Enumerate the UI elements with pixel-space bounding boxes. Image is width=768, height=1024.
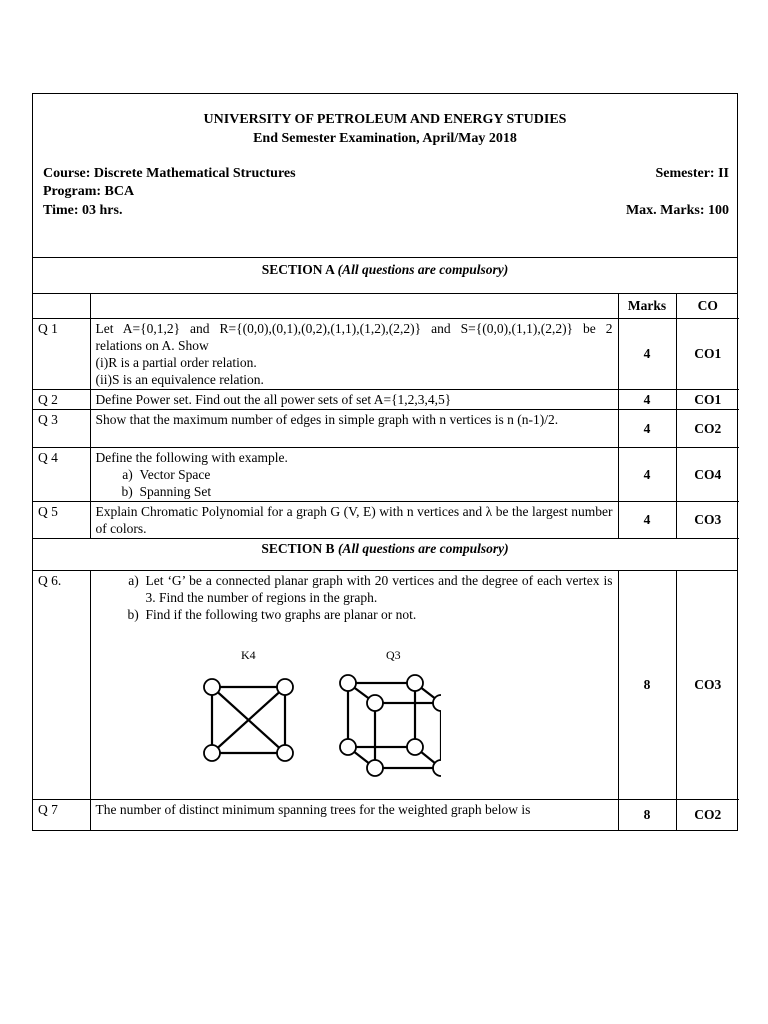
question-co: CO1 bbox=[676, 318, 739, 389]
section-b-title: SECTION B bbox=[261, 540, 338, 556]
question-row bbox=[33, 318, 739, 389]
question-marks: 4 bbox=[618, 389, 676, 409]
program: Program: BCA bbox=[43, 184, 135, 199]
question-marks: 8 bbox=[618, 571, 676, 800]
university-name: UNIVERSITY OF PETROLEUM AND ENERGY STUDIES bbox=[203, 112, 567, 127]
q3-graph bbox=[348, 683, 441, 768]
question-row bbox=[33, 447, 739, 501]
question-text: Define the following with example. a. Vector Space b. Spanning Set bbox=[90, 447, 618, 501]
question-number: Q 5 bbox=[33, 501, 90, 538]
question-number: Q 7 bbox=[33, 800, 90, 830]
co-header: CO bbox=[676, 294, 739, 318]
section-a-heading bbox=[33, 258, 737, 294]
exam-paper bbox=[32, 93, 738, 831]
question-marks: 4 bbox=[618, 409, 676, 447]
question-number: Q 6. bbox=[33, 571, 90, 800]
question-marks: 8 bbox=[618, 800, 676, 830]
course: Course: Discrete Mathematical Structures bbox=[43, 166, 296, 181]
question-marks: 4 bbox=[618, 447, 676, 501]
marks-header: Marks bbox=[618, 294, 676, 318]
time: Time: 03 hrs. bbox=[43, 203, 123, 218]
sub-question: a. Let ‘G’ be a connected planar graph with 20 vertices and the degree of each vertex is 3. Find the number of regions in the graph. bbox=[146, 572, 613, 606]
question-text bbox=[90, 571, 618, 800]
question-row bbox=[33, 389, 739, 409]
sub-question: b. Find if the following two graphs are planar or not. bbox=[146, 606, 613, 623]
max-marks: Max. Marks: 100 bbox=[625, 203, 729, 218]
question-row bbox=[33, 800, 739, 830]
section-a-table bbox=[33, 294, 739, 539]
sub-question: a. Vector Space bbox=[140, 466, 613, 483]
question-row bbox=[33, 571, 739, 800]
exam-title: End Semester Examination, April/May 2018 bbox=[253, 131, 517, 146]
question-co: CO4 bbox=[676, 447, 739, 501]
question-co: CO3 bbox=[676, 571, 739, 800]
question-marks: 4 bbox=[618, 318, 676, 389]
question-co: CO3 bbox=[676, 501, 739, 538]
question-row bbox=[33, 409, 739, 447]
question-number: Q 2 bbox=[33, 389, 90, 409]
question-row bbox=[33, 501, 739, 538]
question-text: Let A={0,1,2} and R={(0,0),(0,1),(0,2),(1,1),(1,2),(2,2)} and S={(0,0),(1,1),(2,2)} be 2 relations on A. Show (i)R is a partial order relation. (ii)S is an equivalence relation. bbox=[90, 318, 618, 389]
graph-figures bbox=[141, 641, 441, 791]
semester: Semester: II bbox=[655, 166, 729, 181]
section-b-heading bbox=[33, 539, 737, 571]
question-co: CO1 bbox=[676, 389, 739, 409]
question-co: CO2 bbox=[676, 409, 739, 447]
section-b-table bbox=[33, 571, 739, 830]
q3-label: Q3 bbox=[385, 647, 401, 662]
section-b-note: (All questions are compulsory) bbox=[337, 540, 509, 556]
question-text: The number of distinct minimum spanning trees for the weighted graph below is bbox=[90, 800, 618, 830]
k4-label: K4 bbox=[240, 647, 256, 662]
question-text: Explain Chromatic Polynomial for a graph G (V, E) with n vertices and λ be the largest number of colors. bbox=[90, 501, 618, 538]
column-header-row bbox=[33, 294, 739, 318]
sub-question-list bbox=[96, 466, 613, 500]
question-text: Define Power set. Find out the all power sets of set A={1,2,3,4,5} bbox=[90, 389, 618, 409]
paper-header bbox=[33, 94, 737, 258]
sub-question-list bbox=[96, 572, 613, 623]
sub-question: b. Spanning Set bbox=[140, 483, 613, 500]
question-number: Q 3 bbox=[33, 409, 90, 447]
section-a-note: (All questions are compulsory) bbox=[337, 262, 509, 277]
question-marks: 4 bbox=[618, 501, 676, 538]
question-co: CO2 bbox=[676, 800, 739, 830]
k4-graph bbox=[212, 687, 285, 753]
question-number: Q 1 bbox=[33, 318, 90, 389]
question-number: Q 4 bbox=[33, 447, 90, 501]
question-text: Show that the maximum number of edges in simple graph with n vertices is n (n-1)/2. bbox=[90, 409, 618, 447]
section-a-title: SECTION A bbox=[261, 262, 338, 277]
